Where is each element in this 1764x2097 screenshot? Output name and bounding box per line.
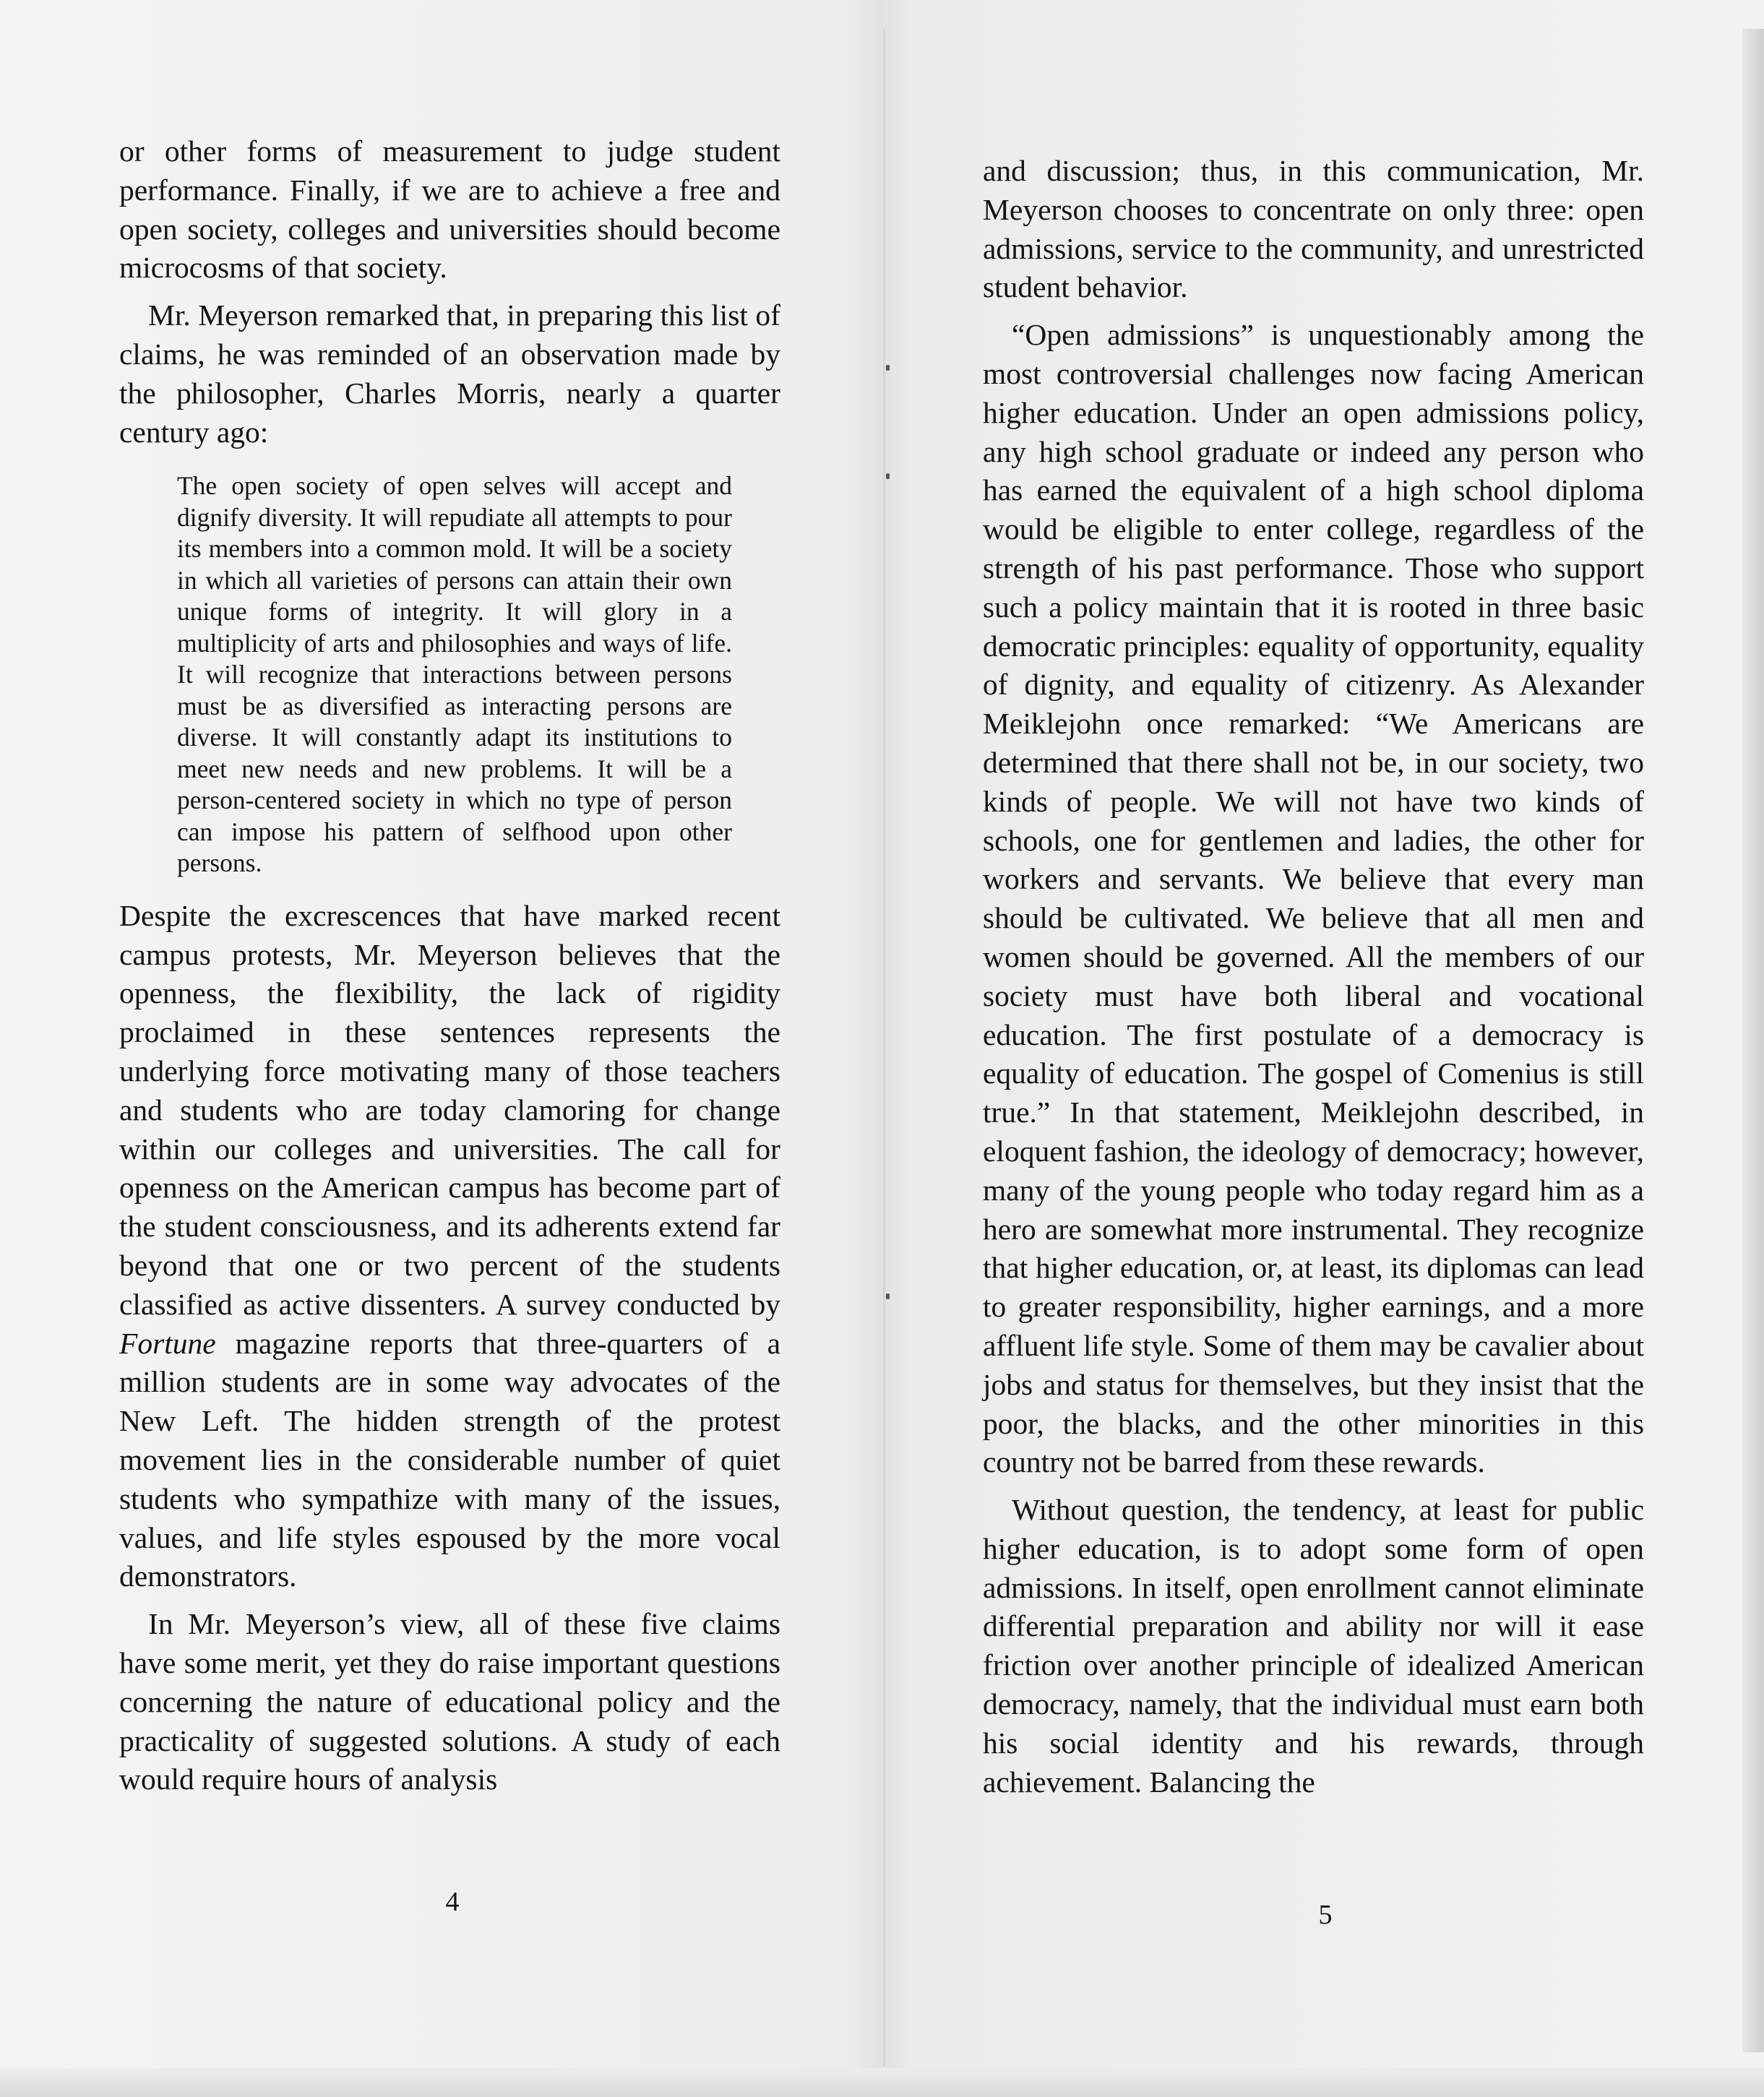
page-number-right: 5 [1318,1900,1333,1930]
left-paragraph-3 [119,897,780,1596]
left-paragraph-1: or other forms of measurement to judge student performance. Finally, if we are to achieve a free and open society, colleges and universities should become microcosms of that society. [119,134,780,285]
paper-speck [886,473,890,479]
magazine-title: Fortune [119,1326,216,1360]
left-text-column [119,132,780,1799]
right-paragraph-3: Without question, the tendency, at least for public higher education, is to adopt some form of open admissions. In itself, open enrollment cannot eliminate differential preparation and ability nor will it ease friction over another principle of idealized American democracy, namely, that the individual must earn both his social identity and his rewards, through achievement. Balancing the [983,1493,1644,1799]
paper-speck [886,365,890,371]
left-paragraph-3-text-b: magazine reports that three-quarters of a million students are in some way advocates of the New Left. The hidden strength of the protest movement lies in the considerable number of quiet students who sympathize with many of the issues, values, and life styles espoused by the more vocal demonstrators. [119,1326,780,1593]
left-paragraph-2: Mr. Meyerson remarked that, in preparing this list of claims, he was reminded of an observation made by the philosopher, Charles Morris, nearly a quarter century ago: [119,298,780,449]
right-paragraph-1: and discussion; thus, in this communication, Mr. Meyerson chooses to concentrate on only three: open admissions, service to the community, and unrestricted student behavior. [983,154,1644,304]
block-quote [177,470,732,879]
right-text-column [983,152,1644,1801]
left-paragraph-3-text-a: Despite the excrescences that have marked recent campus protests, Mr. Meyerson believes that the openness, the flexibility, the lack of rigidity proclaimed in these sentences represents the underlying force motivating many of those teachers and students who are today clamoring for change within our colleges and universities. The call for openness on the American campus has become part of the student consciousness, and its adherents extend far beyond that one or two percent of the students classified as active dissenters. A survey conducted by [119,898,780,1321]
right-paragraph-2: “Open admissions” is unquestionably among the most controversial challenges now facing American higher education. Under an open admissions policy, any high school graduate or indeed any person who has earned the equivalent of a high school diploma would be eligible to enter college, regardless of the strength of his past performance. Those who support such a policy maintain that it is rooted in three basic democratic principles: equality of opportunity, equality of dignity, and equality of citizenry. As Alexander Meiklejohn once remarked: “We Americans are determined that there shall not be, in our society, two kinds of people. We will not have two kinds of schools, one for gentlemen and ladies, the other for workers and servants. We believe that every man should be cultivated. We believe that all men and women should be governed. All the members of our society must have both liberal and vocational education. The first postulate of a democracy is equality of education. The gospel of Comenius is still true.” In that statement, Meiklejohn described, in eloquent fashion, the ideology of democracy; however, many of the young people who today regard him as a hero are somewhat more instrumental. They recognize that higher education, or, at least, its diplomas can lead to greater responsibility, higher earnings, and a more affluent life style. Some of them may be cavalier about jobs and status for themselves, but they insist that the poor, the blacks, and the other minorities in this country not be barred from these rewards. [983,318,1644,1479]
paper-speck [886,1293,890,1299]
block-quote-text: The open society of open selves will accept and dignify diversity. It will repudiate all attempts to pour its members into a common mold. It will be a society in which all varieties of persons can attain their own unique forms of integrity. It will glory in a multiplicity of arts and philosophies and ways of life. It will recognize that interactions between persons must be as diversified as interacting persons are diverse. It will constantly adapt its institutions to meet new needs and new problems. It will be a person-centered society in which no type of person can impose his pattern of selfhood upon other persons. [177,471,732,878]
page-number-left: 4 [445,1887,460,1917]
right-page [885,0,1764,2097]
left-paragraph-4: In Mr. Meyerson’s view, all of these five claims have some merit, yet they do raise important questions concerning the nature of educational policy and the practicality of suggested solutions. A study of each would require hours of analysis [119,1607,780,1796]
